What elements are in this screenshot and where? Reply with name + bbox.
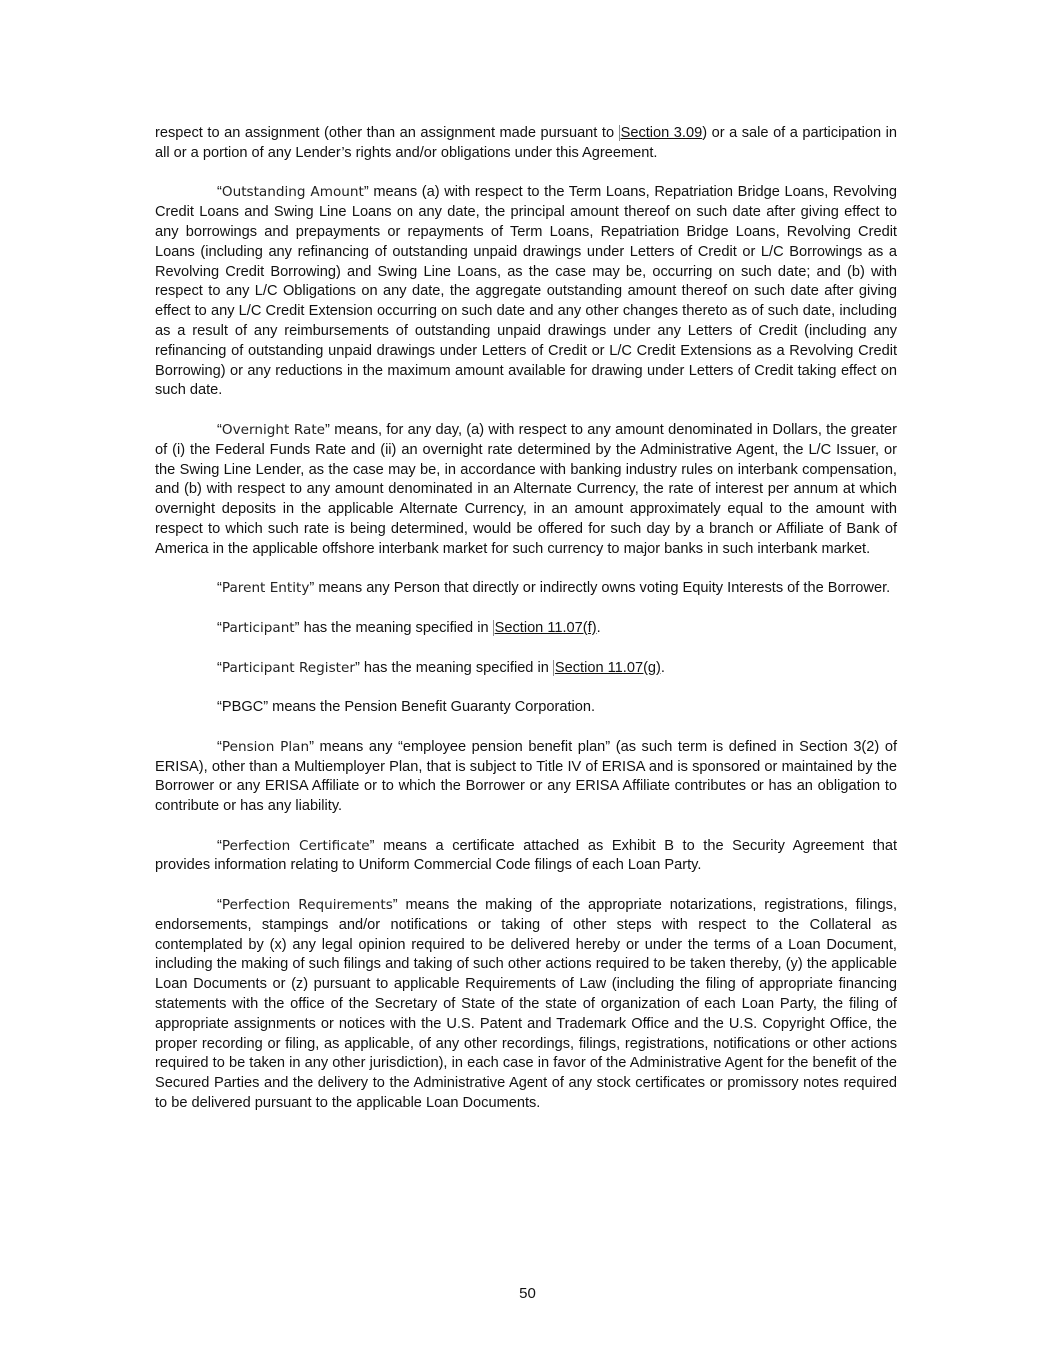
defined-term: Participant Register (221, 659, 355, 676)
definition-outstanding-amount: “Outstanding Amount” means (a) with respect to the Term Loans, Repatriation Bridge Loans, Revolving Credit Loans and Swing Line Loans on any date, the principal amount thereof on such date after giving effect to any borrowings and prepayments or repayments of Term Loans, Repatriation Bridge Loans, Revolving Credit Loans (including any refinancing of outstanding unpaid drawings under Letters of Credit or L/C Borrowings as a Revolving Credit Borrowing) and Swing Line Loans, as the case may be, occurring on such date; and (b) with respect to any L/C Obligations on any date, the aggregate outstanding amount thereof on such date after giving effect to any L/C Credit Extension occurring on such date and any other changes thereto as of such date, including as a result of any reimbursements of outstanding unpaid drawings under any Letters of Credit (including any refinancing of outstanding unpaid drawings under Letters of Credit or L/C Credit Extensions as a Revolving Credit Borrowing) or any reductions in the maximum amount available for drawing under Letters of Credit taking effect on such date. (155, 184, 897, 399)
defined-term: Perfection Certificate (221, 837, 370, 854)
definition-text: means the making of the appropriate notarizations, registrations, filings, endorsements, stampings and/or notifications or taking of other steps with respect to the Collateral as contemplated by (x) any legal opinion required to be delivered hereby or under the terms of a Loan Document, including the making of such filings and taking of such other actions required to be taken thereby, (y) the applicable Loan Documents or (z) pursuant to applicable Requirements of Law (including the filing of appropriate financing statements with the office of the Secretary of State of the state of organization of each Loan Party, the filing of appropriate assignments or notices with the U.S. Patent and Trademark Office and the U.S. Copyright Office, the proper recording or filing, as applicable, of any other recordings, filings, registrations, notifications or other actions required to be taken in any other jurisdiction), in each case in favor of the Administrative Agent for the benefit of the Secured Parties and the delivery to the Administrative Agent of any stock certificates or promissory notes required to be delivered pursuant to the applicable Loan Documents. (155, 897, 898, 1112)
defined-term: Parent Entity (221, 580, 310, 597)
section-11-07-g-reference[interactable]: Section 11.07(g) (554, 659, 661, 676)
definition-text: means the Pension Benefit Guaranty Corporation. (268, 699, 596, 716)
defined-term: Pension Plan (221, 738, 310, 755)
definition-text: . (660, 659, 665, 676)
definition-pbgc: “PBGC” means the Pension Benefit Guaranty Corporation. (217, 699, 596, 716)
defined-term: Overnight Rate (221, 421, 326, 438)
defined-term: Participant (221, 619, 295, 636)
definition-pension-plan: “Pension Plan” means any “employee pension benefit plan” (as such term is defined in Section 3(2) of ERISA), other than a Multiemployer Plan, that is subject to Title IV of ERISA and is sponsored or maintained by the Borrower or any ERISA Affiliate or to which the Borrower or any ERISA Affiliate contributes or has an obligation to contribute or has any liability. (155, 738, 897, 815)
page-number: 50 (519, 1285, 536, 1302)
paragraph-continuation (155, 124, 897, 164)
paragraph-text: respect to an assignment (other than an assignment made pursuant to (155, 125, 619, 141)
definition-perfection-certificate: “Perfection Certificate” means a certificate attached as Exhibit B to the Security Agreement that provides information relating to Uniform Commercial Code filings of each Loan Party. (155, 837, 897, 874)
definition-text: has the meaning specified in (359, 659, 553, 676)
definition-text: . (596, 619, 601, 636)
defined-term: PBGC (221, 699, 264, 716)
section-3-09-reference[interactable]: Section 3.09 (620, 125, 703, 141)
definition-overnight-rate: “Overnight Rate” means, for any day, (a) with respect to any amount denominated in Dollars, the greater of (i) the Federal Funds Rate and (ii) an overnight rate determined by the Administrative Agent, the L/C Issuer, or the Swing Line Lender, as the case may be, in accordance with banking industry rules on interbank compensation, and (b) with respect to any amount denominated in an Alternate Currency, the rate of interest per annum at which overnight deposits in the applicable Alternate Currency, in an amount approximately equal to the amount with respect to which such rate is being determined, would be offered for such day by a branch or Affiliate of Bank of America in the applicable offshore interbank market for such currency to major banks in such interbank market. (155, 421, 897, 557)
definition-parent-entity: “Parent Entity” means any Person that directly or indirectly owns voting Equity Interests of the Borrower. (217, 580, 891, 597)
definition-perfection-requirements: “Perfection Requirements” means the making of the appropriate notarizations, registrations, filings, endorsements, stampings and/or notifications or taking of other steps with respect to the Collateral as contemplated by (x) any legal opinion required to be delivered hereby or under the terms of a Loan Document, including the making of such filings and taking of such other actions required to be taken thereby, (y) the applicable Loan Documents or (z) pursuant to applicable Requirements of Law (including the filing of appropriate financing statements with the office of the Secretary of State of the state of organization of each Loan Party, the filing of appropriate assignments or notices with the U.S. Patent and Trademark Office and the U.S. Copyright Office, the proper recording or filing, as applicable, of any other recordings, filings, registrations, notifications or other actions required to be taken in any other jurisdiction), in each case in favor of the Administrative Agent for the benefit of the Secured Parties and the delivery to the Administrative Agent of any stock certificates or promissory notes required to be delivered pursuant to the applicable Loan Documents. (155, 897, 898, 1112)
definition-text: means any “employee pension benefit plan” (as such term is defined in Section 3(2) of ERISA), other than a Multiemployer Plan, that is subject to Title IV of ERISA and is sponsored or maintained by the Borrower or any ERISA Affiliate or to which the Borrower or any ERISA Affiliate contributes or has an obligation to contribute or has any liability. (155, 738, 897, 815)
definition-text: means any Person that directly or indirectly owns voting Equity Interests of the Borrower. (314, 580, 891, 597)
definition-text: has the meaning specified in (299, 619, 493, 636)
definition-participant-register: “Participant Register” has the meaning specified in Section 11.07(g). (217, 659, 665, 676)
definition-text: means (a) with respect to the Term Loans, Repatriation Bridge Loans, Revolving Credit Loans and Swing Line Loans on any date, the principal amount thereof on such date after giving effect to any borrowings and prepayments or repayments of Term Loans, Repatriation Bridge Loans, Revolving Credit Loans (including any refinancing of outstanding unpaid drawings under Letters of Credit or L/C Borrowings as a Revolving Credit Borrowing) and Swing Line Loans, as the case may be, occurring on such date; and (b) with respect to any L/C Obligations on any date, the aggregate outstanding amount thereof on such date after giving effect to any L/C Credit Extension occurring on such date and any other changes thereto as of such date, including as a result of any reimbursements of outstanding unpaid drawings under any Letters of Credit (including any refinancing of outstanding unpaid drawings under Letters of Credit or L/C Credit Extensions as a Revolving Credit Borrowing) or any reductions in the maximum amount available for drawing under Letters of Credit taking effect on such date. (155, 184, 897, 399)
definition-text: means a certificate attached as Exhibit B to the Security Agreement that provides information relating to Uniform Commercial Code filings of each Loan Party. (155, 837, 897, 874)
definition-text: means, for any day, (a) with respect to any amount denominated in Dollars, the greater of (i) the Federal Funds Rate and (ii) an overnight rate determined by the Administrative Agent, the L/C Issuer, or the Swing Line Lender, as the case may be, in accordance with banking industry rules on interbank compensation, and (b) with respect to any amount denominated in an Alternate Currency, the rate of interest per annum at which overnight deposits in the applicable Alternate Currency, in an amount approximately equal to the amount with respect to which such rate is being determined, would be offered for such day by a branch or Affiliate of Bank of America in the applicable offshore interbank market for such currency to major banks in such interbank market. (155, 421, 897, 557)
defined-term: Perfection Requirements (221, 897, 393, 914)
paragraph-text: ) or a sale of a participation in all or a portion of any Lender’s rights and/or obligations under this Agreement. (155, 125, 897, 161)
section-11-07-f-reference[interactable]: Section 11.07(f) (494, 619, 597, 636)
definition-participant: “Participant” has the meaning specified in Section 11.07(f). (217, 619, 601, 636)
defined-term: Outstanding Amount (221, 184, 364, 201)
page-body (155, 124, 897, 1134)
